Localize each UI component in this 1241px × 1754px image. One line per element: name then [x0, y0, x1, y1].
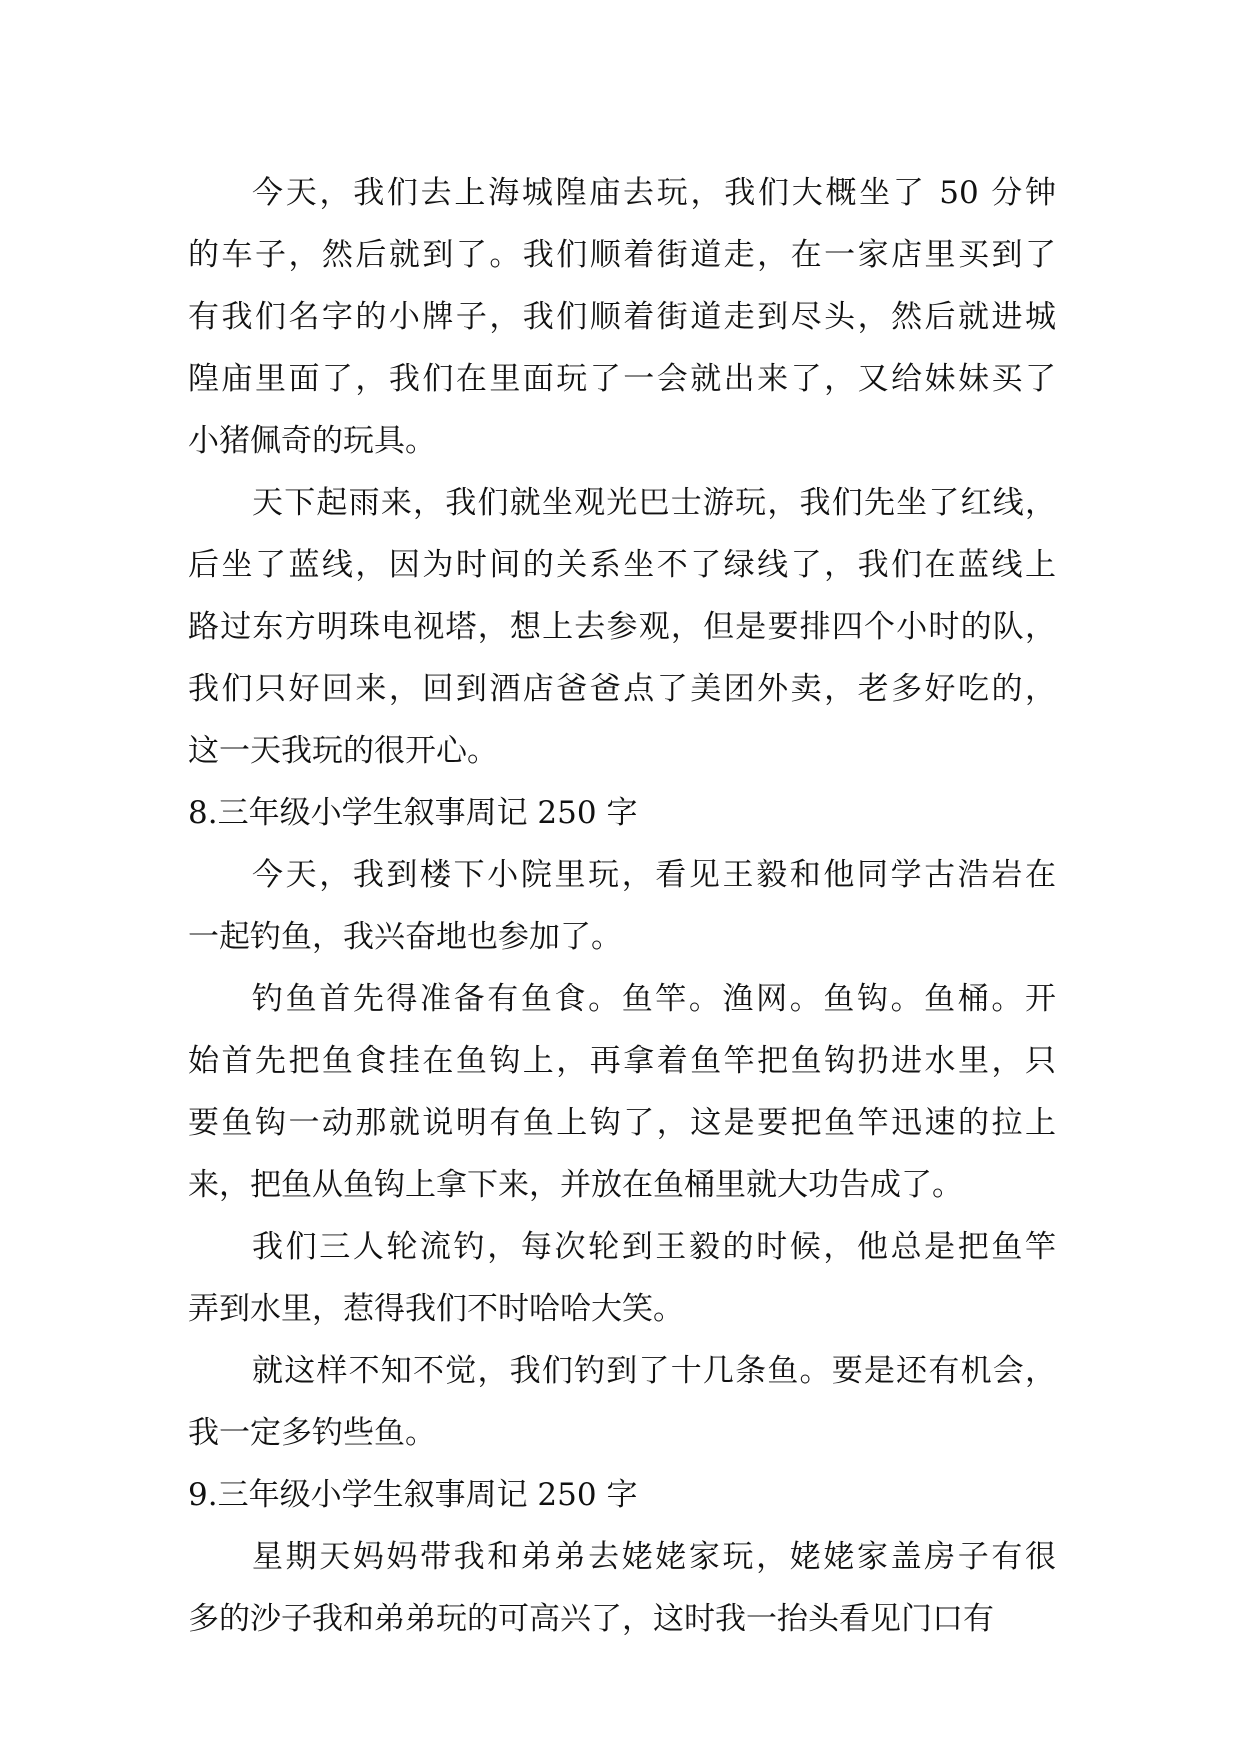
paragraph	[188, 968, 1056, 1216]
text-line: 有我们名字的小牌子，我们顺着街道走到尽头，然后就进城	[188, 299, 1056, 335]
paragraph	[188, 1340, 1056, 1464]
document-body	[188, 162, 1056, 1650]
paragraph	[188, 162, 1056, 472]
paragraph	[188, 1216, 1056, 1340]
text-line: 天下起雨来，我们就坐观光巴士游玩，我们先坐了红线，	[252, 485, 1056, 521]
text-line: 始首先把鱼食挂在鱼钩上，再拿着鱼竿把鱼钩扔进水里，只	[188, 1043, 1056, 1079]
paragraph	[188, 472, 1056, 782]
text-line: 要鱼钩一动那就说明有鱼上钩了，这是要把鱼竿迅速的拉上	[188, 1105, 1056, 1141]
text-line: 我们三人轮流钓，每次轮到王毅的时候，他总是把鱼竿	[252, 1229, 1056, 1265]
section-heading: 9.三年级小学生叙事周记 250 字	[188, 1477, 638, 1513]
text-line: 钓鱼首先得准备有鱼食。鱼竿。渔网。鱼钩。鱼桶。开	[252, 981, 1056, 1017]
text-line: 小猪佩奇的玩具。	[188, 423, 436, 459]
text-line: 路过东方明珠电视塔，想上去参观，但是要排四个小时的队，	[188, 609, 1056, 645]
text-line: 来，把鱼从鱼钩上拿下来，并放在鱼桶里就大功告成了。	[188, 1167, 963, 1203]
text-line: 就这样不知不觉，我们钓到了十几条鱼。要是还有机会，	[252, 1353, 1056, 1389]
text-line: 今天，我们去上海城隍庙去玩，我们大概坐了 50 分钟	[252, 175, 1056, 211]
section-heading: 8.三年级小学生叙事周记 250 字	[188, 795, 638, 831]
text-line: 我一定多钓些鱼。	[188, 1415, 436, 1451]
text-line: 的车子，然后就到了。我们顺着街道走，在一家店里买到了	[188, 237, 1056, 273]
text-line: 今天，我到楼下小院里玩，看见王毅和他同学古浩岩在	[252, 857, 1056, 893]
paragraph	[188, 1526, 1056, 1650]
text-line: 这一天我玩的很开心。	[188, 733, 498, 769]
text-line: 后坐了蓝线，因为时间的关系坐不了绿线了，我们在蓝线上	[188, 547, 1056, 583]
text-line: 一起钓鱼，我兴奋地也参加了。	[188, 919, 622, 955]
text-line: 弄到水里，惹得我们不时哈哈大笑。	[188, 1291, 684, 1327]
paragraph	[188, 844, 1056, 968]
text-line: 星期天妈妈带我和弟弟去姥姥家玩，姥姥家盖房子有很	[252, 1539, 1056, 1575]
text-line: 隍庙里面了，我们在里面玩了一会就出来了，又给妹妹买了	[188, 361, 1056, 397]
text-line: 多的沙子我和弟弟玩的可高兴了，这时我一抬头看见门口有	[188, 1601, 994, 1637]
text-line: 我们只好回来，回到酒店爸爸点了美团外卖，老多好吃的，	[188, 671, 1056, 707]
